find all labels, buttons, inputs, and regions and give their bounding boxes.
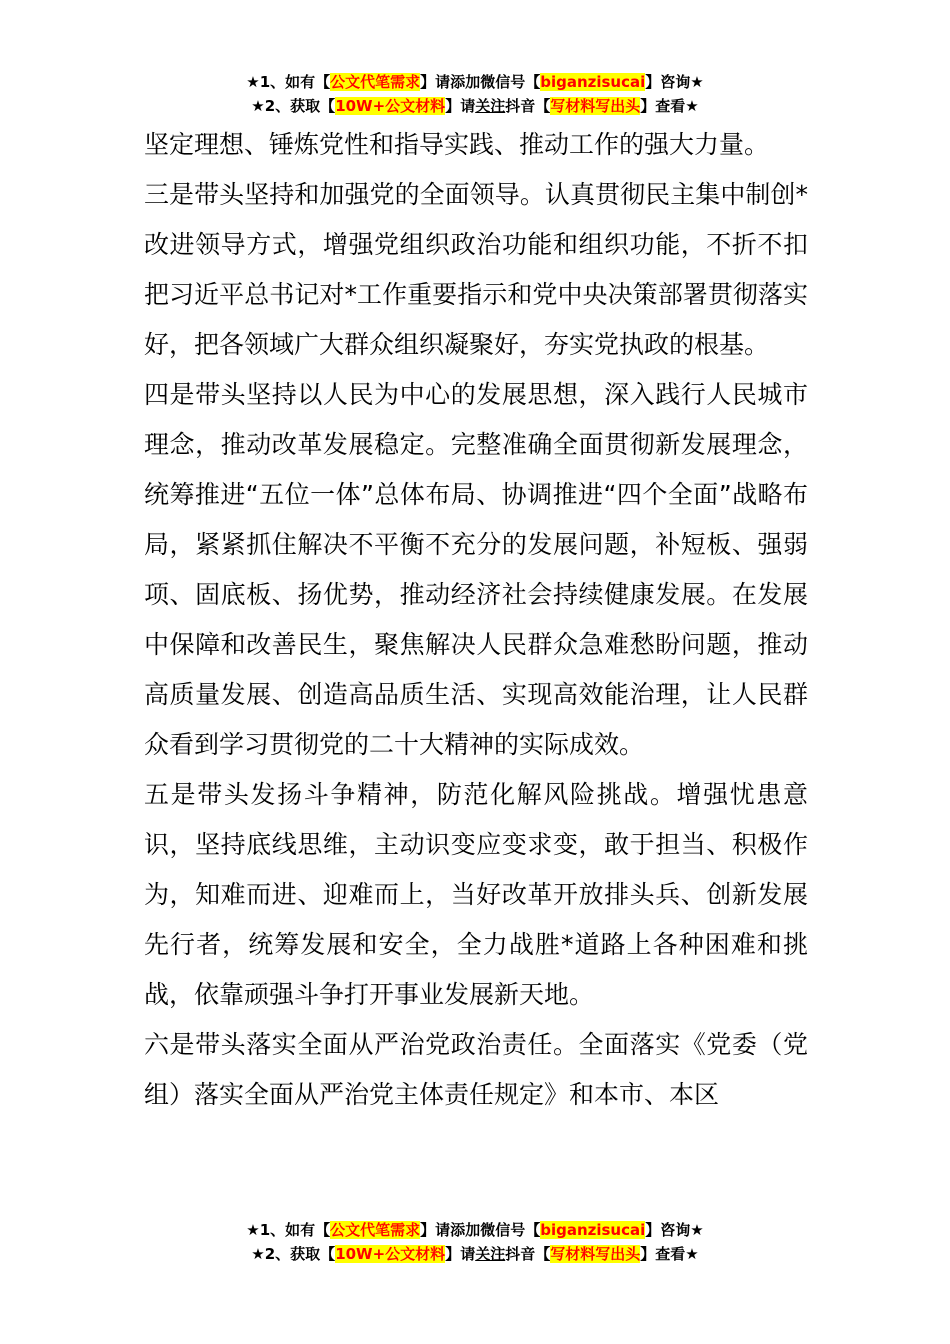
- highlight-douyin-account: 写材料写出头: [550, 97, 641, 115]
- banner-text: 加: [465, 73, 481, 91]
- banner-line-1: [0, 1218, 950, 1242]
- highlight-materials: 10W+公文材料: [335, 1245, 446, 1263]
- banner-text: ★2、获取【: [251, 1245, 336, 1263]
- paragraph: 三是带头坚持和加强党的全面领导。认真贯彻民主集中制创*改进领导方式，增强党组织政治功能和组织功能，不折不扣把习近平总书记对*工作重要指示和党中央决策部署贯彻落实好，把各领域广大群众组织凝聚好，夯实党执政的根基。: [144, 180, 808, 359]
- banner-text: 微信号【: [480, 73, 541, 91]
- banner-text: 】查看★: [640, 1245, 699, 1263]
- banner-line-1: [0, 70, 950, 94]
- banner-text: 微信号【: [480, 1221, 541, 1239]
- banner-text: 】查看★: [640, 97, 699, 115]
- banner-text: 】请: [445, 97, 476, 115]
- highlight-service: 公文代笔需求: [330, 1221, 421, 1239]
- banner-line-2: [0, 1242, 950, 1266]
- banner-text-underlined: 关注: [475, 1245, 506, 1263]
- highlight-wechat-id: biganzisucai: [540, 1221, 646, 1239]
- header-banner: [0, 70, 950, 118]
- paragraph: 六是带头落实全面从严治党政治责任。全面落实《党委（党组）落实全面从严治党主体责任规定》和本市、本区: [144, 1030, 808, 1109]
- paragraph: 四是带头坚持以人民为中心的发展思想，深入践行人民城市理念，推动改革发展稳定。完整准确全面贯彻新发展理念，统筹推进“五位一体”总体布局、协调推进“四个全面”战略布局，紧紧抓住解决不平衡不充分的发展问题，补短板、强弱项、固底板、扬优势，推动经济社会持续健康发展。在发展中保障和改善民生，聚焦解决人民群众急难愁盼问题，推动高质量发展、创造高品质生活、实现高效能治理，让人民群众看到学习贯彻党的二十大精神的实际成效。: [144, 380, 808, 759]
- banner-text: 加: [465, 1221, 481, 1239]
- document-body: [144, 120, 808, 1120]
- banner-text: ★2、获取【: [251, 97, 336, 115]
- banner-line-2: [0, 94, 950, 118]
- banner-text: 】咨询★: [645, 73, 704, 91]
- banner-text: 】请添: [420, 1221, 466, 1239]
- paragraph: 五是带头发扬斗争精神，防范化解风险挑战。增强忧患意识，坚持底线思维，主动识变应变求变，敢于担当、积极作为，知难而进、迎难而上，当好改革开放排头兵、创新发展先行者，统筹发展和安全，全力战胜*道路上各种困难和挑战，依靠顽强斗争打开事业发展新天地。: [144, 780, 808, 1009]
- banner-text: 抖音【: [505, 97, 551, 115]
- footer-banner: [0, 1218, 950, 1266]
- banner-text: 】请: [445, 1245, 476, 1263]
- banner-text: ★1、如有【: [246, 73, 331, 91]
- banner-text-underlined: 关注: [475, 97, 506, 115]
- highlight-wechat-id: biganzisucai: [540, 73, 646, 91]
- banner-text: 】请添: [420, 73, 466, 91]
- banner-text: 抖音【: [505, 1245, 551, 1263]
- paragraph: 坚定理想、锤炼党性和指导实践、推动工作的强大力量。: [144, 130, 770, 159]
- banner-text: ★1、如有【: [246, 1221, 331, 1239]
- highlight-materials: 10W+公文材料: [335, 97, 446, 115]
- banner-text: 】咨询★: [645, 1221, 704, 1239]
- highlight-douyin-account: 写材料写出头: [550, 1245, 641, 1263]
- highlight-service: 公文代笔需求: [330, 73, 421, 91]
